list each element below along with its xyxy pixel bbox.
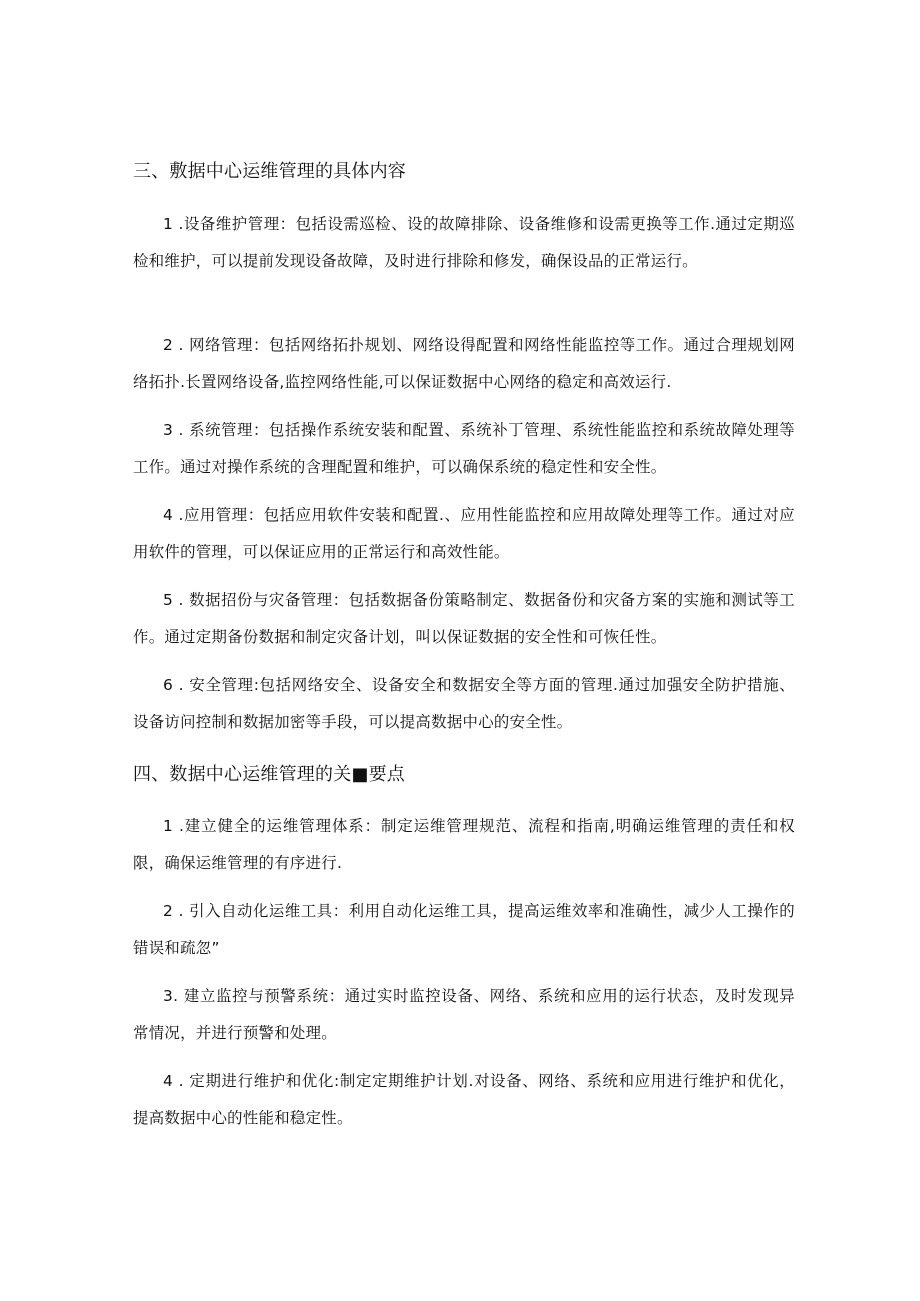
section-3-heading: 三、敷据中心运维管理的具体内容 — [133, 161, 406, 182]
section-3-item-2: 2 . 网络管理：包括网络拓扑规划、网络设得配置和网络性能监控等工作。通过合理规划网络拓扑.长置网络设备,监控网络性能,可以保证数据中心网络的稳定和高效运行. — [133, 336, 795, 391]
section-3-item-5: 5 . 数据招份与灾备管理：包括数据备份策略制定、数据备份和灾备方案的实施和测试等工作。通过定期备份数据和制定灾备计划，叫以保证数据的安全性和可恢任性。 — [133, 591, 795, 646]
section-4-item-3: 3. 建立监控与预警系统：通过实时监控设备、网络、系统和应用的运行状态，及时发现异常情况，并进行预警和处理。 — [133, 987, 795, 1042]
section-3-item-3: 3 . 系统管理：包括操作系统安装和配置、系统补丁管理、系统性能监控和系统故障处理等工作。通过对操作系统的含理配置和维护，可以确保系统的稳定性和安全性。 — [133, 421, 795, 476]
section-3-item-4: 4 .应用管理：包括应用软件安装和配置.、应用性能监控和应用故障处理等工作。通过对应用软件的管理，可以保证应用的正常运行和高效性能。 — [133, 506, 795, 561]
section-4-item-4: 4 . 定期进行维护和优化:制定定期维护计划.对设备、网络、系统和应用进行维护和优化，提高数据中心的性能和稳定性。 — [133, 1072, 795, 1127]
section-4-heading: 四、数据中心运维管理的关■要点 — [133, 764, 406, 785]
section-4-item-2: 2 . 引入自动化运维工具：利用自动化运维工具，提高运维效率和准确性，减少人工操作的错误和疏忽” — [133, 902, 795, 957]
section-4-item-1: 1 .建立健全的运维管理体系：制定运维管理规范、流程和指南,明确运维管理的责任和权限，确保运维管理的有序进行. — [133, 817, 795, 872]
section-3-item-6: 6 . 安全管理:包括网络安全、设备安全和数据安全等方面的管理.通过加强安全防护措施、设备访问控制和数据加密等手段，可以提高数据中心的安全性。 — [133, 676, 795, 731]
section-3-item-1: 1 .设备维护管理：包括设需巡检、设的故障排除、设备维修和设需更换等工作.通过定期巡检和维护，可以提前发现设备故障，及时进行排除和修发，确保设品的正常运行。 — [133, 215, 795, 270]
